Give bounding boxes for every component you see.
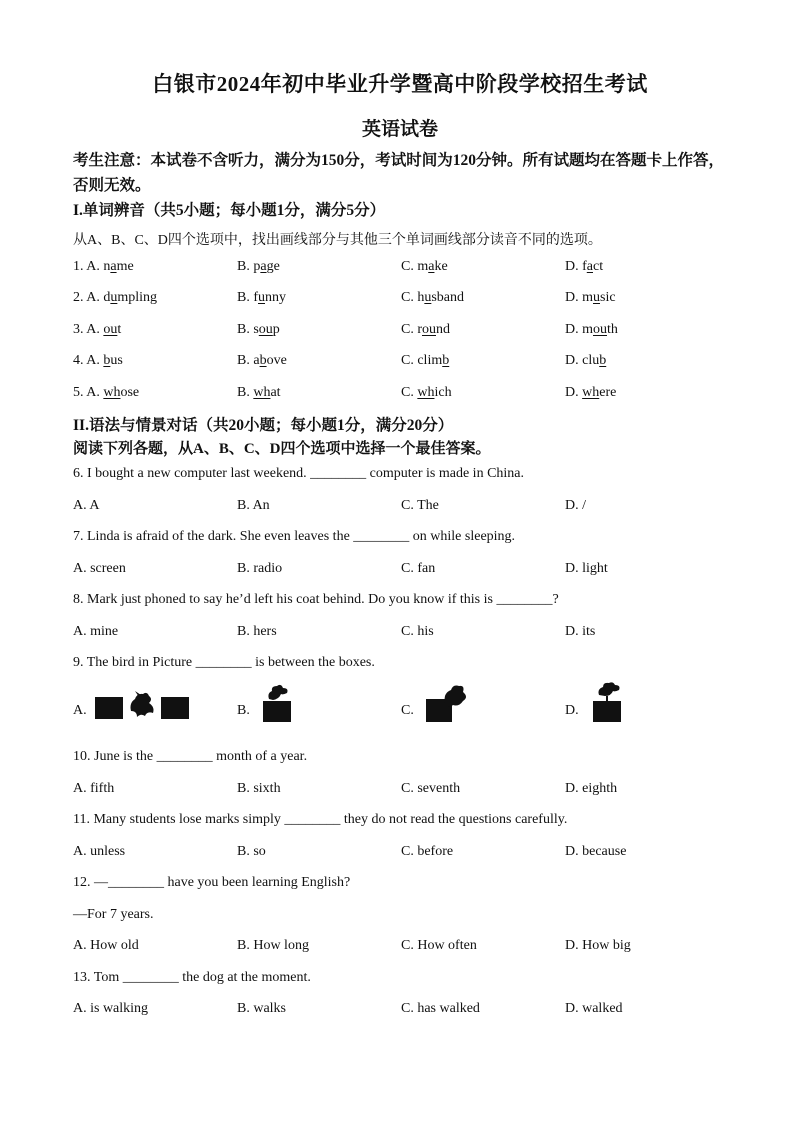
question-12-options xyxy=(73,938,753,960)
section1-heading: I.单词辨音（共5小题；每小题1分，满分5分） xyxy=(73,202,386,219)
option-b[interactable]: B. How long xyxy=(237,938,309,953)
option-a[interactable]: A. unless xyxy=(73,844,126,859)
question-13-options xyxy=(73,1001,753,1023)
question-10-stem: 10. June is the ________ month of a year. xyxy=(73,749,308,764)
option-b[interactable]: B. what xyxy=(237,385,281,400)
option-a[interactable]: 5. A. whose xyxy=(73,385,140,400)
option-b[interactable]: B. xyxy=(237,703,250,719)
question-11-stem: 11. Many students lose marks simply ________ they do not read the questions carefully. xyxy=(73,812,568,827)
option-d[interactable]: D. fact xyxy=(565,259,604,274)
question-12-reply: —For 7 years. xyxy=(73,907,154,922)
question-12-stem: 12. —________ have you been learning English? xyxy=(73,875,351,890)
option-d[interactable]: D. mouth xyxy=(565,322,618,337)
option-a[interactable]: 2. A. dumpling xyxy=(73,290,158,305)
option-d[interactable]: D. eighth xyxy=(565,781,618,796)
question-8-stem: 8. Mark just phoned to say he’d left his coat behind. Do you know if this is ________? xyxy=(73,592,559,607)
option-c[interactable]: C. his xyxy=(401,624,434,639)
option-c[interactable]: C. fan xyxy=(401,561,436,576)
option-d[interactable]: D. xyxy=(565,703,579,719)
exam-subtitle: 英语试卷 xyxy=(361,119,438,140)
option-a[interactable]: A. A xyxy=(73,498,100,513)
bird-behind-box-picture xyxy=(423,683,469,723)
exam-notice: 考生注意：本试卷不含听力，满分为150分，考试时间为120分钟。所有试题均在答题卡上作答，否则无效。 xyxy=(73,152,725,194)
question-8-options xyxy=(73,624,753,646)
question-6-stem: 6. I bought a new computer last weekend. ________ computer is made in China. xyxy=(73,466,525,481)
option-b[interactable]: B. radio xyxy=(237,561,283,576)
option-c[interactable]: C. which xyxy=(401,385,452,400)
question-4 xyxy=(73,353,753,375)
option-b[interactable]: B. above xyxy=(237,353,287,368)
exam-title: 白银市2024年初中毕业升学暨高中阶段学校招生考试 xyxy=(152,72,648,96)
option-c[interactable]: C. The xyxy=(401,498,439,513)
option-a[interactable]: A. is walking xyxy=(73,1001,149,1016)
option-a[interactable]: 4. A. bus xyxy=(73,353,123,368)
question-6-options xyxy=(73,498,753,520)
bird-above-box-picture xyxy=(587,681,627,723)
option-c[interactable]: C. has walked xyxy=(401,1001,480,1016)
question-3 xyxy=(73,322,753,344)
option-b[interactable]: B. page xyxy=(237,259,280,274)
question-9-stem: 9. The bird in Picture ________ is between the boxes. xyxy=(73,655,375,670)
section2-heading: II.语法与情景对话（共20小题；每小题1分，满分20分） xyxy=(73,417,454,434)
question-2 xyxy=(73,290,753,312)
option-a[interactable]: 1. A. name xyxy=(73,259,134,274)
option-d[interactable]: D. because xyxy=(565,844,627,859)
bird-on-box-picture xyxy=(259,683,295,723)
option-d[interactable]: D. where xyxy=(565,385,617,400)
question-10-options xyxy=(73,781,753,803)
option-c[interactable]: C. seventh xyxy=(401,781,461,796)
option-d[interactable]: D. its xyxy=(565,624,596,639)
question-7-options xyxy=(73,561,753,583)
option-b[interactable]: B. sixth xyxy=(237,781,281,796)
option-d[interactable]: D. music xyxy=(565,290,616,305)
question-13-stem: 13. Tom ________ the dog at the moment. xyxy=(73,970,311,985)
option-c[interactable]: C. make xyxy=(401,259,448,274)
option-a[interactable]: A. screen xyxy=(73,561,126,576)
section1-instruction: 从A、B、C、D四个选项中，找出画线部分与其他三个单词画线部分读音不同的选项。 xyxy=(73,233,602,248)
option-c[interactable]: C. How often xyxy=(401,938,477,953)
option-c[interactable]: C. round xyxy=(401,322,450,337)
option-c[interactable]: C. husband xyxy=(401,290,465,305)
option-a[interactable]: A. xyxy=(73,703,87,719)
option-b[interactable]: B. funny xyxy=(237,290,286,305)
option-b[interactable]: B. soup xyxy=(237,322,280,337)
option-b[interactable]: B. An xyxy=(237,498,270,513)
option-a[interactable]: A. How old xyxy=(73,938,139,953)
question-7-stem: 7. Linda is afraid of the dark. She even leaves the ________ on while sleeping. xyxy=(73,529,516,544)
question-5 xyxy=(73,385,753,407)
option-d[interactable]: D. club xyxy=(565,353,607,368)
option-d[interactable]: D. light xyxy=(565,561,608,576)
option-b[interactable]: B. walks xyxy=(237,1001,286,1016)
question-11-options xyxy=(73,844,753,866)
option-c[interactable]: C. before xyxy=(401,844,454,859)
option-a[interactable]: A. mine xyxy=(73,624,119,639)
question-9-options xyxy=(73,703,753,725)
section2-instruction: 阅读下列各题，从A、B、C、D四个选项中选择一个最佳答案。 xyxy=(73,441,491,457)
option-b[interactable]: B. so xyxy=(237,844,266,859)
option-d[interactable]: D. walked xyxy=(565,1001,623,1016)
option-c[interactable]: C. xyxy=(401,703,414,719)
option-a[interactable]: 3. A. out xyxy=(73,322,122,337)
option-d[interactable]: D. How big xyxy=(565,938,631,953)
option-b[interactable]: B. hers xyxy=(237,624,277,639)
option-a[interactable]: A. fifth xyxy=(73,781,115,796)
question-1 xyxy=(73,259,753,281)
option-d[interactable]: D. / xyxy=(565,498,586,513)
bird-between-boxes-picture xyxy=(93,689,191,721)
option-c[interactable]: C. climb xyxy=(401,353,450,368)
